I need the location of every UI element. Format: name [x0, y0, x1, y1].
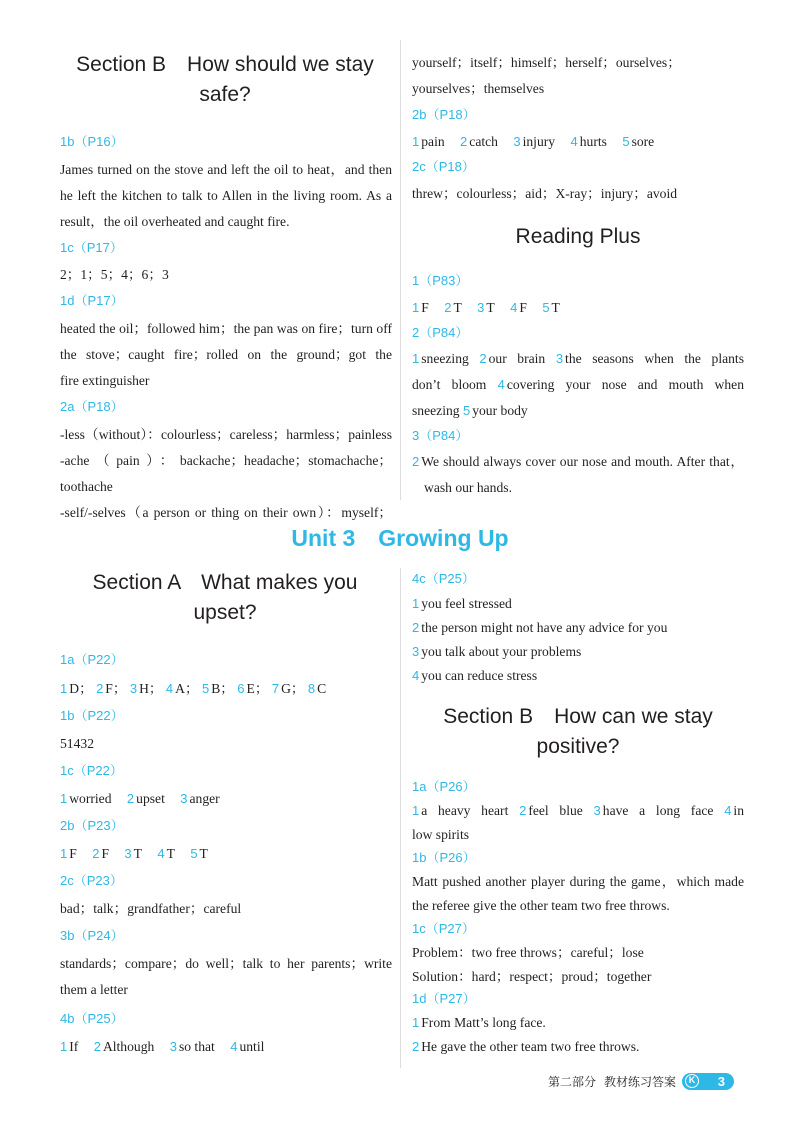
q1b-answer: James turned on the stove and left the oil to heat，and then he left the kitchen to talk to Allen in the living room. As a result，the oil overheated and caught fire.	[60, 162, 392, 229]
rp-q3-tag: 3（P84）	[412, 428, 469, 443]
rp-q1-answer: 1 F 2 T 3 T 4 F 5 T	[412, 300, 560, 315]
a-q3b-tag: 3b（P24）	[60, 928, 124, 943]
q1c-answer: 2；1；5；4；6；3	[60, 267, 169, 282]
q2a-tag: 2a（P18）	[60, 399, 124, 414]
page-number: 3	[717, 1074, 726, 1089]
q2b-answer: 1 pain 2 catch 3 injury 4 hurts 5 sore	[412, 134, 655, 149]
b2-q1c-tag: 1c（P27）	[412, 921, 475, 936]
b2-q1b-tag: 1b（P26）	[412, 850, 476, 865]
section-b-title: Section B How should we stay safe?	[76, 53, 374, 106]
a-q1b-answer: 51432	[60, 736, 94, 751]
q4c-answer: 1 you feel stressed 2 the person might not have any advice for you 3 you talk about your problems 4 you can reduce stress	[412, 596, 668, 683]
footer-section: 教材练习答案	[604, 1075, 677, 1089]
a-q1a-tag: 1a（P22）	[60, 652, 124, 667]
a-q1a-answer: 1 D； 2 F； 3 H； 4 A； 5 B； 6 E； 7 G； 8 C	[60, 681, 327, 696]
b2-q1d-answer: 1 From Matt’s long face. 2 He gave the other team two free throws.	[412, 1015, 640, 1054]
rp-q2-answer: 1 sneezing 2 our brain 3 the seasons when the plants don’t bloom 4 covering your nose and mouth when sneezing 5 your body	[412, 351, 744, 418]
q4c-tag: 4c（P25）	[412, 571, 475, 586]
section-a-title: Section A What makes you upset?	[92, 571, 358, 624]
rp-q1-tag: 1（P83）	[412, 273, 469, 288]
rp-q3-answer: 2 We should always cover our nose and mouth. After that， wash our hands.	[412, 454, 744, 495]
unit-3-title: Unit 3 Growing Up	[291, 525, 509, 551]
section-b2-title: Section B How can we stay positive?	[443, 705, 713, 758]
k-logo-icon: K	[685, 1074, 699, 1088]
q2a-answer-left: -less（without）：colourless；careless；harmless；painless -ache（pain）：backache；headache；stomachache；toothache -self/-selves（a person or thing on their own）：myself；	[60, 427, 392, 520]
q1d-answer: heated the oil；followed him；the pan was on fire；turn off the stove；caught fire；rolled on the ground；got the fire extinguisher	[60, 321, 392, 388]
b2-q1b-answer: Matt pushed another player during the game，which made the referee give the other team two free throws.	[412, 874, 744, 913]
a-q1c-tag: 1c（P22）	[60, 763, 123, 778]
footer	[548, 1073, 734, 1090]
a-q2c-tag: 2c（P23）	[60, 873, 123, 888]
a-q3b-answer: standards；compare；do well；talk to her parents；write them a letter	[60, 956, 392, 997]
q1b-tag: 1b（P16）	[60, 134, 124, 149]
reading-plus-title: Reading Plus	[515, 225, 641, 248]
a-q4b-tag: 4b（P25）	[60, 1011, 124, 1026]
a-q2b-tag: 2b（P23）	[60, 818, 124, 833]
q1c-tag: 1c（P17）	[60, 240, 123, 255]
column-divider-bottom	[400, 568, 401, 1068]
q2b-tag: 2b（P18）	[412, 107, 476, 122]
a-q2b-answer: 1 F 2 F 3 T 4 T 5 T	[60, 846, 208, 861]
footer-part: 第二部分	[548, 1075, 597, 1089]
a-q2c-answer: bad；talk；grandfather；careful	[60, 901, 242, 916]
b2-q1a-tag: 1a（P26）	[412, 779, 476, 794]
a-q4b-answer: 1 If 2 Although 3 so that 4 until	[60, 1039, 265, 1054]
q1d-tag: 1d（P17）	[60, 293, 124, 308]
rp-q2-tag: 2（P84）	[412, 325, 469, 340]
b2-q1c-answer: Problem：two free throws；careful；lose Solution：hard；respect；proud；together	[412, 945, 652, 984]
a-q1b-tag: 1b（P22）	[60, 708, 124, 723]
b2-q1d-tag: 1d（P27）	[412, 991, 476, 1006]
b2-q1a-answer: 1 a heavy heart 2 feel blue 3 have a long face 4 in low spirits	[412, 803, 744, 842]
column-divider-top	[400, 40, 401, 500]
a-q1c-answer: 1 worried 2 upset 3 anger	[60, 791, 220, 806]
q2a-answer-right: yourself；itself；himself；herself；ourselves； yourselves；themselves	[412, 55, 681, 96]
q2c-answer: threw；colourless；aid；X-ray；injury；avoid	[412, 186, 678, 201]
q2c-tag: 2c（P18）	[412, 159, 475, 174]
page-number-badge	[682, 1073, 734, 1090]
